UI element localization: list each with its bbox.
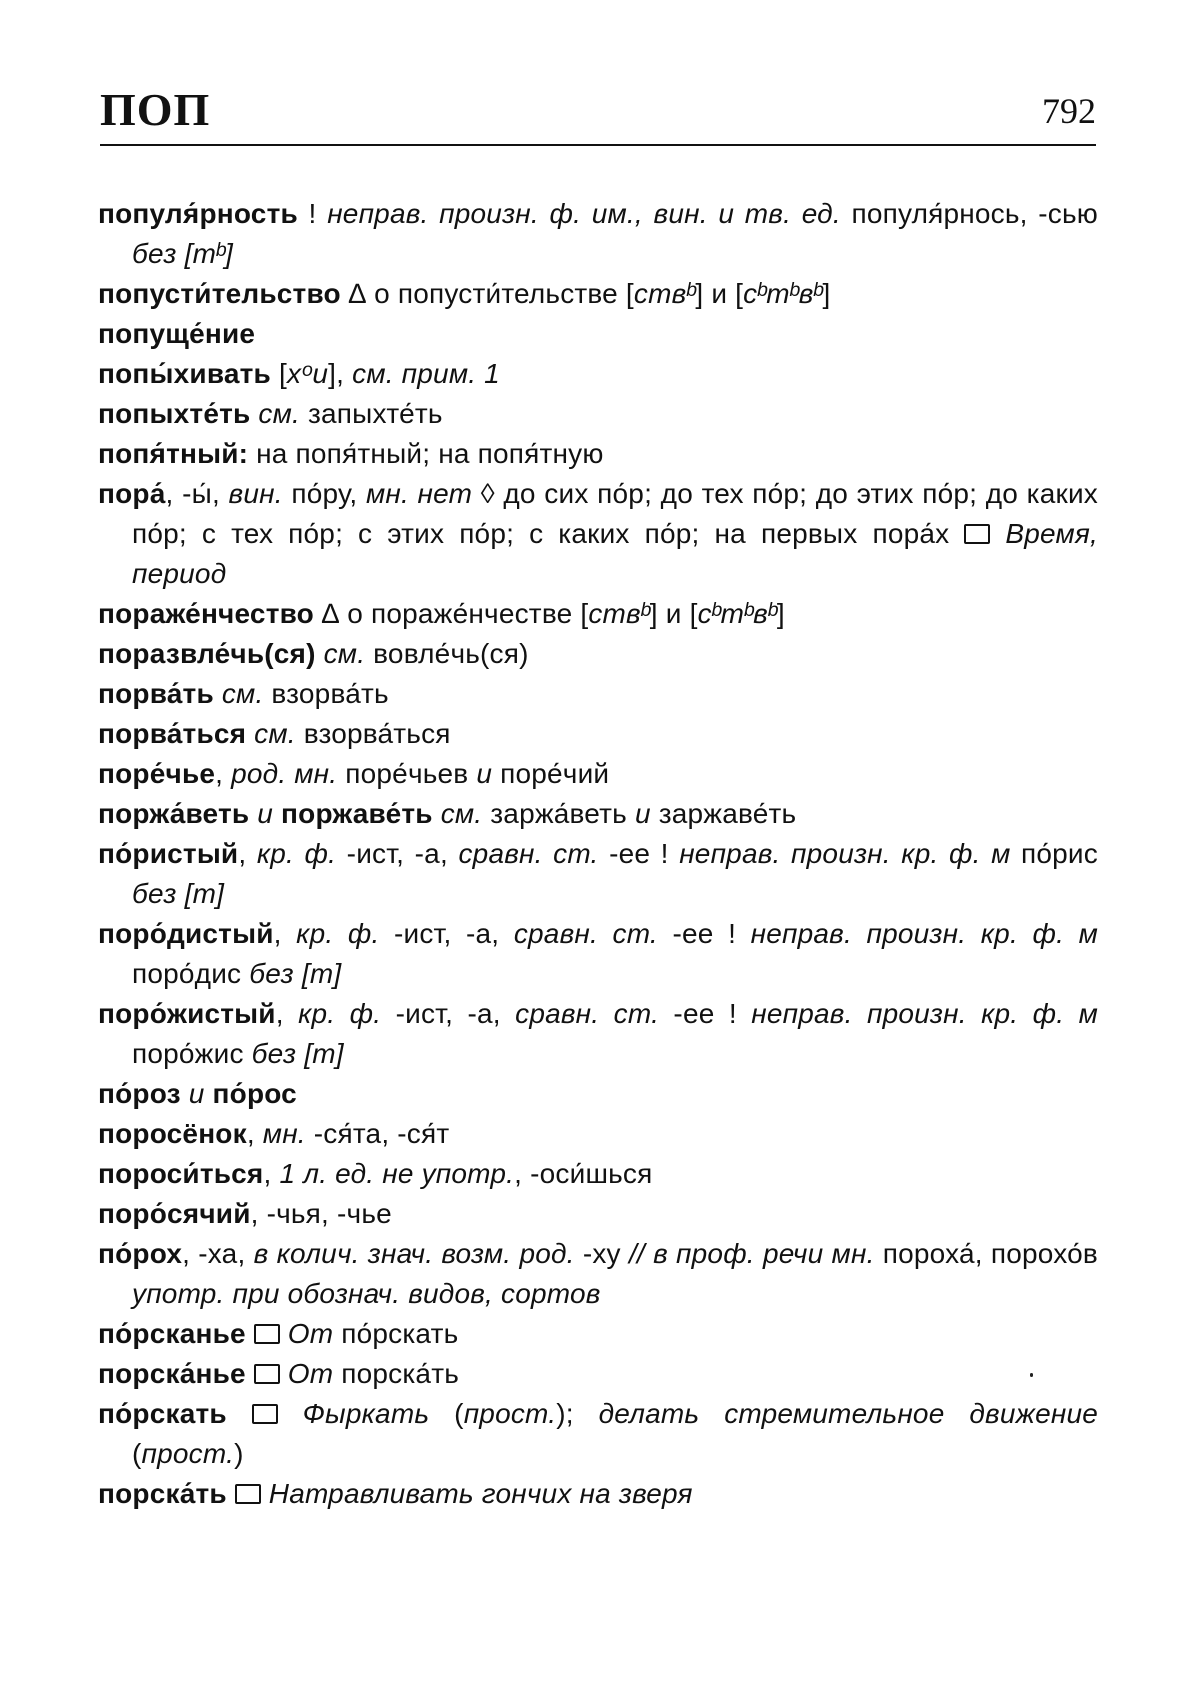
entry-text: взорва́ться — [295, 718, 451, 749]
entry-text — [214, 678, 222, 709]
headword: поро́сячий — [98, 1198, 251, 1229]
entry-text: ); — [556, 1398, 599, 1429]
entry-text — [181, 1078, 189, 1109]
page-header — [100, 82, 1096, 146]
headword: поржа́веть — [98, 798, 250, 829]
label-italic: сᵇтᵇвᵇ — [743, 278, 823, 309]
entry-text: , -ха, — [182, 1238, 254, 1269]
headword: попуще́ние — [98, 318, 256, 349]
label-italic: прост. — [463, 1398, 557, 1429]
dictionary-entry — [98, 1394, 1098, 1474]
entry-text — [246, 718, 254, 749]
label-italic: см. — [440, 798, 483, 829]
entry-text — [227, 1398, 252, 1429]
entry-text — [316, 638, 324, 669]
entry-text — [280, 1318, 288, 1349]
headword: порска́нье — [98, 1358, 246, 1389]
entry-text: ( — [132, 1438, 142, 1469]
headword: по́рос — [212, 1078, 297, 1109]
meaning-box-icon — [254, 1364, 280, 1384]
dictionary-entry — [98, 1114, 1098, 1154]
label-italic: кр. ф. — [298, 998, 382, 1029]
label-italic: сравн. ст. — [515, 998, 660, 1029]
headword: пороси́ться — [98, 1158, 264, 1189]
dictionary-entry — [98, 594, 1098, 634]
dictionary-entry — [98, 1074, 1098, 1114]
dictionary-entry — [98, 194, 1098, 274]
entry-text: по́рис — [1010, 838, 1098, 869]
headword: попы́хивать — [98, 358, 271, 389]
dictionary-entry — [98, 274, 1098, 314]
label-italic: кр. ф. — [296, 918, 380, 949]
entry-text: , — [263, 1158, 280, 1189]
headword: порва́ться — [98, 718, 247, 749]
label-italic: без [т] — [132, 878, 225, 909]
label-italic: сравн. ст. — [513, 918, 658, 949]
dictionary-entry — [98, 754, 1098, 794]
entry-text: ( — [429, 1398, 464, 1429]
entry-text: , -чья, -чье — [250, 1198, 392, 1229]
label-italic: сᵇтᵇвᵇ — [697, 598, 777, 629]
entry-text: [ — [270, 358, 287, 389]
label-italic: и — [257, 798, 274, 829]
entry-text: пороха́, порохо́в — [874, 1238, 1098, 1269]
headword: по́рскать — [98, 1398, 227, 1429]
entry-text: ∆ о попусти́тельстве [ — [340, 278, 634, 309]
entry-text: ◊ до сих по́р; до тех по́р; до этих по́р; до каких по́р; с тех по́р; с этих по́р; с каких по́р; на первых пора́х — [132, 478, 1098, 549]
label-italic: в колич. знач. возм. род. — [253, 1238, 575, 1269]
label-italic: см. — [221, 678, 264, 709]
entry-text: , — [246, 1118, 263, 1149]
entry-text: взорва́ть — [263, 678, 389, 709]
entry-text — [990, 518, 1005, 549]
headword: порска́ть — [98, 1478, 227, 1509]
headword: по́роз — [98, 1078, 181, 1109]
dictionary-entry — [98, 994, 1098, 1074]
entry-text — [278, 1398, 303, 1429]
meaning-box-icon — [964, 524, 990, 544]
label-italic: без [тᵇ] — [132, 238, 234, 269]
label-italic: прост. — [141, 1438, 235, 1469]
label-italic: и — [476, 758, 493, 789]
headword: пораже́нчество — [98, 598, 314, 629]
label-italic: ствᵇ — [588, 598, 650, 629]
entry-text: ∆ о пораже́нчестве [ — [313, 598, 589, 629]
entry-text — [246, 1318, 254, 1349]
entry-text: запыхте́ть — [300, 398, 443, 429]
label-italic: // в проф. речи мн. — [628, 1238, 875, 1269]
headword: поро́дистый — [98, 918, 274, 949]
headword: поре́чье — [98, 758, 216, 789]
entry-text: -ее ! — [657, 918, 751, 949]
dictionary-entry — [98, 474, 1098, 594]
headword: поржаве́ть — [281, 798, 433, 829]
entry-text: порска́ть — [333, 1358, 460, 1389]
label-italic: вин. — [228, 478, 283, 509]
speck-mark — [1030, 1373, 1033, 1377]
entry-text: -ист, -а, — [336, 838, 459, 869]
entry-text: -ее ! — [659, 998, 752, 1029]
headword: поразвле́чь(ся) — [98, 638, 316, 669]
entry-text: , — [215, 758, 232, 789]
entry-text: по́рскать — [333, 1318, 459, 1349]
label-italic: делать стремительное движение — [598, 1398, 1099, 1429]
label-italic: употр. при обознач. видов, сортов — [132, 1278, 601, 1309]
dictionary-entries — [98, 194, 1098, 1514]
headword: поро́жистый — [98, 998, 276, 1029]
entry-text: , — [275, 998, 299, 1029]
entry-text: ], — [328, 358, 353, 389]
label-italic: хᵒи — [286, 358, 329, 389]
page-number: 792 — [1042, 91, 1096, 131]
entry-text: , — [238, 838, 257, 869]
meaning-box-icon — [252, 1404, 278, 1424]
entry-text: популя́рнось, -сью — [840, 198, 1098, 229]
label-italic: неправ. произн. кр. ф. м — [750, 918, 1098, 949]
headword: порва́ть — [98, 678, 214, 709]
headword: поросёнок — [98, 1118, 247, 1149]
label-italic: и — [634, 798, 651, 829]
dictionary-entry — [98, 834, 1098, 914]
label-italic: см. прим. 1 — [352, 358, 500, 389]
entry-text: , -ы́, — [165, 478, 229, 509]
entry-text: -ся́та, -ся́т — [305, 1118, 450, 1149]
label-italic: мн. — [262, 1118, 306, 1149]
running-head-word: ПОП — [100, 84, 211, 135]
dictionary-entry — [98, 314, 1098, 354]
label-italic: и — [188, 1078, 205, 1109]
label-italic: ствᵇ — [633, 278, 696, 309]
headword: попусти́тельство — [98, 278, 341, 309]
entry-text: поро́дис — [132, 958, 250, 989]
entry-text: поре́чий — [492, 758, 610, 789]
entry-text: ) — [234, 1438, 244, 1469]
entry-text: ! — [297, 198, 328, 229]
headword: популя́рность — [98, 198, 298, 229]
entry-text: поро́жис — [132, 1038, 252, 1069]
entry-text: на попя́тный; на попя́тную — [248, 438, 604, 469]
entry-text: заржаве́ть — [650, 798, 797, 829]
label-italic: без [т] — [249, 958, 342, 989]
label-italic: неправ. произн. кр. ф. м — [679, 838, 1011, 869]
entry-text — [227, 1478, 235, 1509]
entry-text: , -оси́шься — [514, 1158, 653, 1189]
headword: по́рсканье — [98, 1318, 246, 1349]
entry-text: -ее ! — [598, 838, 680, 869]
dictionary-entry — [98, 634, 1098, 674]
entry-text: -ху — [574, 1238, 629, 1269]
label-italic: От — [287, 1318, 334, 1349]
entry-text: ] — [776, 598, 785, 629]
label-italic: без [т] — [251, 1038, 344, 1069]
dictionary-entry — [98, 794, 1098, 834]
label-italic: мн. нет — [365, 478, 473, 509]
label-italic: сравн. ст. — [458, 838, 599, 869]
headword: попя́тный: — [98, 438, 249, 469]
label-italic: кр. ф. — [256, 838, 337, 869]
label-italic: см. — [258, 398, 300, 429]
dictionary-entry — [98, 914, 1098, 994]
entry-text: -ист, -а, — [381, 998, 516, 1029]
label-italic: Время, период — [132, 518, 1099, 589]
dictionary-entry — [98, 1234, 1098, 1314]
entry-text: по́ру, — [282, 478, 366, 509]
entry-text — [261, 1478, 269, 1509]
label-italic: Фыркать — [302, 1398, 430, 1429]
entry-text: ] и [ — [695, 278, 744, 309]
entry-text — [246, 1358, 254, 1389]
dictionary-entry — [98, 394, 1098, 434]
meaning-box-icon — [235, 1484, 261, 1504]
entry-text: -ист, -а, — [379, 918, 514, 949]
dictionary-entry — [98, 354, 1098, 394]
label-italic: От — [287, 1358, 334, 1389]
dictionary-entry — [98, 1474, 1098, 1514]
label-italic: неправ. произн. ф. им., вин. и тв. ед. — [327, 198, 841, 229]
meaning-box-icon — [254, 1324, 280, 1344]
label-italic: Натравливать гончих на зверя — [268, 1478, 693, 1509]
dictionary-entry — [98, 1314, 1098, 1354]
entry-text — [433, 798, 441, 829]
headword: по́ристый — [98, 838, 239, 869]
entry-text: заржа́веть — [482, 798, 635, 829]
entry-text: ] и [ — [649, 598, 698, 629]
dictionary-entry — [98, 674, 1098, 714]
entry-text: вовле́чь(ся) — [365, 638, 529, 669]
label-italic: см. — [323, 638, 366, 669]
entry-text: поре́чьев — [337, 758, 477, 789]
label-italic: 1 л. ед. не употр. — [279, 1158, 515, 1189]
label-italic: род. мн. — [231, 758, 338, 789]
dictionary-entry — [98, 1354, 1098, 1394]
entry-text: ] — [822, 278, 831, 309]
dictionary-entry — [98, 1194, 1098, 1234]
headword: попыхте́ть — [98, 398, 251, 429]
label-italic: неправ. произн. кр. ф. м — [751, 998, 1098, 1029]
entry-text — [205, 1078, 213, 1109]
headword: по́рох — [98, 1238, 183, 1269]
dictionary-entry — [98, 714, 1098, 754]
headword: пора́ — [98, 478, 166, 509]
dictionary-entry — [98, 434, 1098, 474]
label-italic: см. — [254, 718, 296, 749]
entry-text — [280, 1358, 288, 1389]
dictionary-entry — [98, 1154, 1098, 1194]
entry-text — [273, 798, 281, 829]
entry-text: , — [273, 918, 297, 949]
